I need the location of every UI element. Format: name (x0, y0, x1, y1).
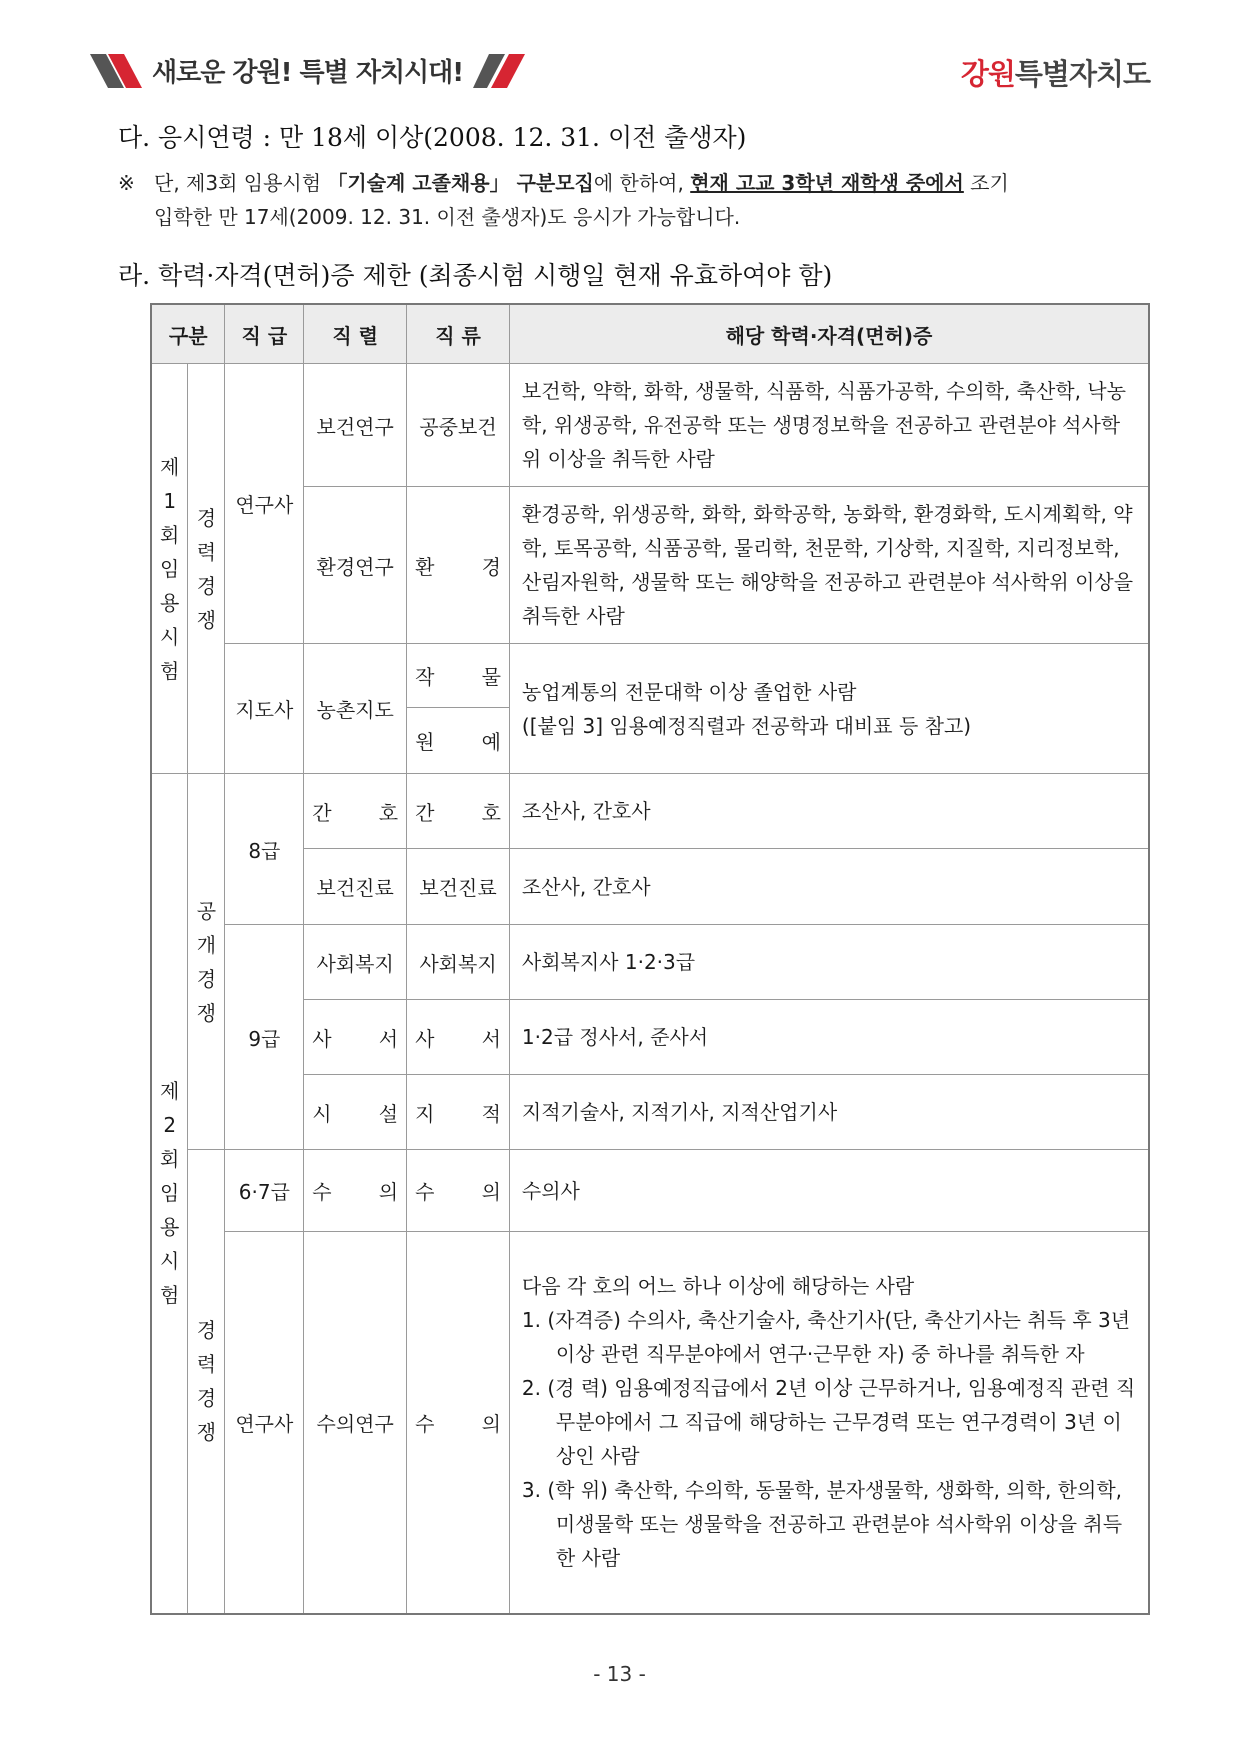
age-note: ※ 단, 제3회 임용시험 「기술계 고졸채용」 구분모집에 한하여, 현재 고교 3학년 재학생 중에서 조기 입학한 만 17세(2009. 12. 31. 이전 출생자)도 응시가 가능합니다. (118, 171, 1009, 229)
age-heading: 다. 응시연령 : 만 18세 이상(2008. 12. 31. 이전 출생자) (118, 123, 747, 152)
brand-logo: 강원특별자치도 (960, 57, 1150, 91)
table-row: 제1회 임용시험 경력경쟁 연구사 보건연구 공중보건 보건학, 약학, 화학, 생물학, 식품학, 식품가공학, 수의학, 축산학, 낙농학, 위생공학, 유전공학 또는 생명정보학을 전공하고 관련분야 석사학위 이상을 취득한 사람 (151, 364, 1149, 487)
round2-cell: 제2회 임용시험 (151, 774, 188, 1614)
page-number: - 13 - (593, 1662, 646, 1686)
qualification-table (150, 303, 1150, 1615)
right-stripes-icon (473, 54, 525, 88)
slogan-banner (90, 52, 525, 89)
table-row: 연구사 수의연구 수 의 다음 각 호의 어느 하나 이상에 해당하는 사람 1. (자격증) 수의사, 축산기술사, 축산기사(단, 축산기사는 취득 후 3년이상 관련 직무분야에서 연구·근무한 자) 중 하나를 취득한 자 2. (경 력) 임용예정직급에서 2년 이상 근무하거나, 임용예정직 관련 직무분야에서 그 직급에 해당하는 근무경력 또는 연구경력이 3년 이상인 사람 3. (학 위) 축산학, 수의학, 동물학, 분자생물학, 생화학, 의학, 한의학, 미생물학 또는 생물학을 전공하고 관련분야 석사학위 이상을 취득한 사람 (151, 1232, 1149, 1614)
table-row: 9급 사회복지 사회복지 사회복지사 1·2·3급 (151, 925, 1149, 1000)
table-row: 보건진료 보건진료 조산사, 간호사 (151, 849, 1149, 925)
table-row: 사 서 사 서 1·2급 정사서, 준사서 (151, 1000, 1149, 1075)
table-row: 지도사 농촌지도 작 물 농업계통의 전문대학 이상 졸업한 사람 ([붙임 3] 임용예정직렬과 전공학과 대비표 등 참고) (151, 644, 1149, 708)
page-header (90, 46, 1150, 94)
table-row: 환경연구 환 경 환경공학, 위생공학, 화학, 화학공학, 농화학, 환경화학, 도시계획학, 약학, 토목공학, 식품공학, 물리학, 천문학, 기상학, 지질학, 지리정보학, 산림자원학, 생물학 또는 해양학을 전공하고 관련분야 석사학위 이상을 취득한 사람 (151, 487, 1149, 644)
table-row: 원 예 (151, 708, 1149, 774)
table-header-row: 구분 직 급 직 렬 직 류 해당 학력·자격(면허)증 (151, 304, 1149, 364)
table-row: 시 설 지 적 지적기술사, 지적기사, 지적산업기사 (151, 1075, 1149, 1150)
slogan-text: 새로운 강원! 특별 자치시대! (152, 58, 464, 88)
table-row: 제2회 임용시험 공개경쟁 8급 간 호 간 호 조산사, 간호사 (151, 774, 1149, 849)
qualification-heading: 라. 학력·자격(면허)증 제한 (최종시험 시행일 현재 유효하여야 함) (118, 261, 833, 290)
table-row: 경력경쟁 6·7급 수 의 수 의 수의사 (151, 1150, 1149, 1232)
round2-career: 경력경쟁 (188, 1150, 225, 1614)
round1-type: 경력경쟁 (188, 364, 225, 774)
left-stripes-icon (90, 54, 142, 88)
round1-cell: 제1회 임용시험 (151, 364, 188, 774)
round2-open: 공개경쟁 (188, 774, 225, 1150)
